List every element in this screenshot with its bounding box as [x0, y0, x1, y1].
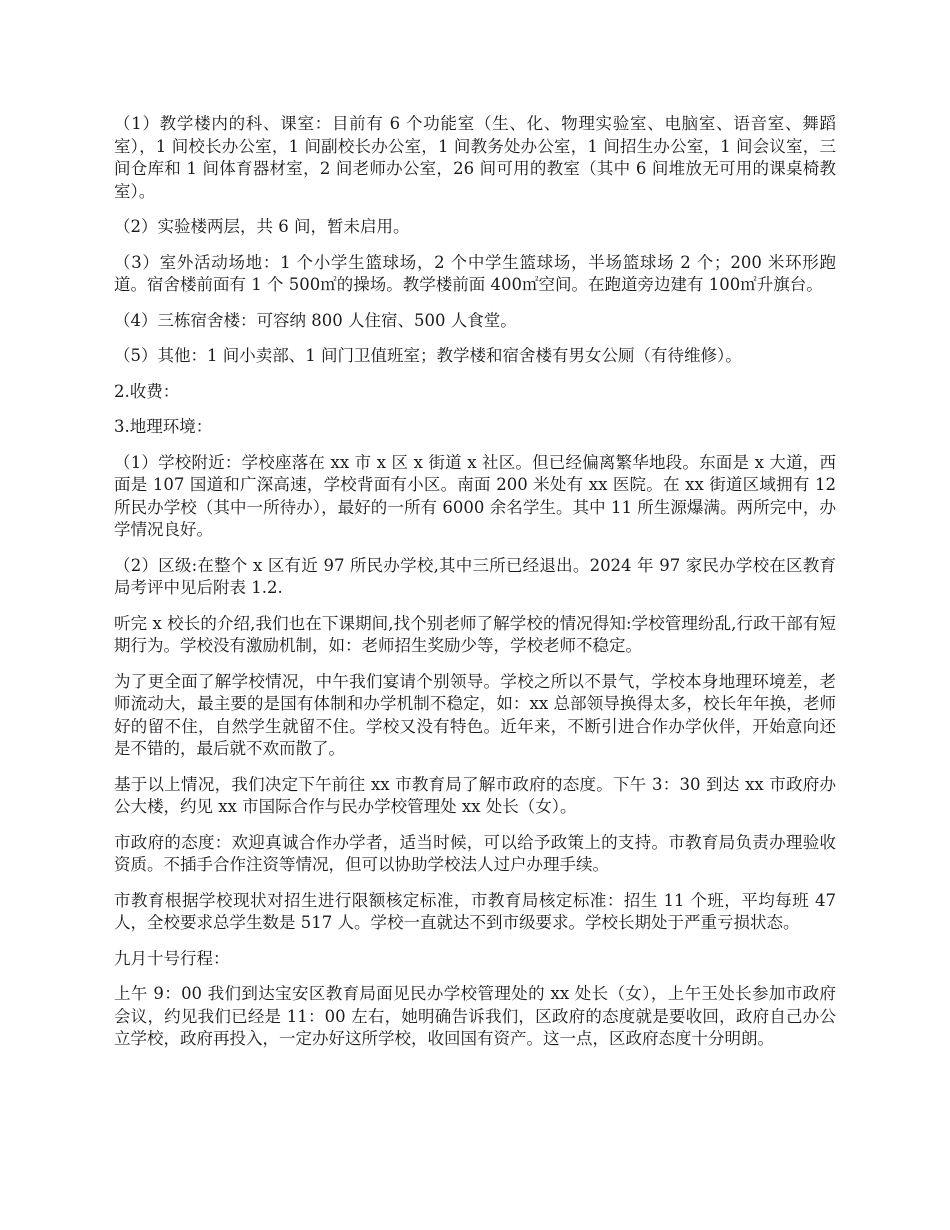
paragraph-teacher-interviews: 听完 x 校长的介绍,我们也在下课期间,找个别老师了解学校的情况得知:学校管理纷乱,行政干部有短期行为。学校没有激励机制，如：老师招生奖励少等，学校老师不稳定。: [114, 613, 836, 655]
document-body: [114, 113, 836, 1064]
paragraph-district-education-visit: 上午 9：00 我们到达宝安区教育局面见民办学校管理处的 xx 处长（女），上午王处长参加市政府会议，约见我们已经是 11：00 左右，她明确告诉我们，区政府的态度就是要收回，政府自己办公立学校，政府再投入，一定办好这所学校，收回国有资产。这一点，区政府态度十分明朗。: [114, 984, 836, 1048]
paragraph-city-government-attitude: 市政府的态度：欢迎真诚合作办学者，适当时候，可以给予政策上的支持。市教育局负责办理验收资质。不插手合作注资等情况，但可以协助学校法人过户办理手续。: [114, 832, 836, 874]
paragraph-facilities-classrooms: （1）教学楼内的科、课室：目前有 6 个功能室（生、化、物理实验室、电脑室、语音室、舞蹈室），1 间校长办公室，1 间副校长办公室，1 间教务处办公室，1 间招生办公室，1 间会议室，三间仓库和 1 间体育器材室，2 间老师办公室，26 间可用的教室（其中 6 间堆放无可用的课桌椅教室）。: [114, 114, 836, 201]
paragraph-school-vicinity: （1）学校附近：学校座落在 xx 市 x 区 x 街道 x 社区。但已经偏离繁华地段。东面是 x 大道，西面是 107 国道和广深高速，学校背面有小区。南面 200 米处有 xx 医院。在 xx 街道区域拥有 12 所民办学校（其中一所待办），最好的一所有 6000 余名学生。其中 11 所生源爆满。两所完中，办学情况良好。: [114, 452, 836, 539]
heading-fees: 2.收费：: [114, 381, 180, 401]
paragraph-enrollment-quota: 市教育根据学校现状对招生进行限额核定标准，市教育局核定标准：招生 11 个班，平均每班 47 人，全校要求总学生数是 517 人。学校一直就达不到市级要求。学校长期处于严重亏损状态。: [114, 890, 836, 932]
heading-geography: 3.地理环境：: [114, 417, 213, 436]
paragraph-leadership-lunch: 为了更全面了解学校情况，中午我们宴请个别领导。学校之所以不景气，学校本身地理环境差，老师流动大，最主要的是国有体制和办学机制不稳定，如：xx 总部领导换得太多，校长年年换，老师好的留不住，自然学生就留不住。学校又没有特色。近年来，不断引进合作办学伙伴，开始意向还是不错的，最后就不欢而散了。: [114, 671, 836, 758]
paragraph-lab-building: （2）实验楼两层，共 6 间，暂未启用。: [114, 217, 410, 236]
paragraph-city-education-visit: 基于以上情况，我们决定下午前往 xx 市教育局了解市政府的态度。下午 3：30 到达 xx 市政府办公大楼，约见 xx 市国际合作与民办学校管理处 xx 处长（女）。: [114, 774, 836, 816]
paragraph-other-facilities: （5）其他：1 间小卖部、1 间门卫值班室；教学楼和宿舍楼有男女公厕（有待维修）。: [114, 346, 742, 365]
paragraph-dormitories: （4）三栋宿舍楼：可容纳 800 人住宿、500 人食堂。: [114, 310, 517, 330]
paragraph-outdoor-areas: （3）室外活动场地：1 个小学生篮球场，2 个中学生篮球场，半场篮球场 2 个；200 米环形跑道。宿舍楼前面有 1 个 500㎡的操场。教学楼前面 400㎡空间。在跑道旁边建有 100㎡升旗台。: [114, 252, 836, 294]
heading-sept-10-itinerary: 九月十号行程：: [114, 948, 230, 968]
paragraph-district-level: （2）区级:在整个 x 区有近 97 所民办学校,其中三所已经退出。2024 年 97 家民办学校在区教育局考评中见后附表 1.2.: [114, 555, 836, 597]
